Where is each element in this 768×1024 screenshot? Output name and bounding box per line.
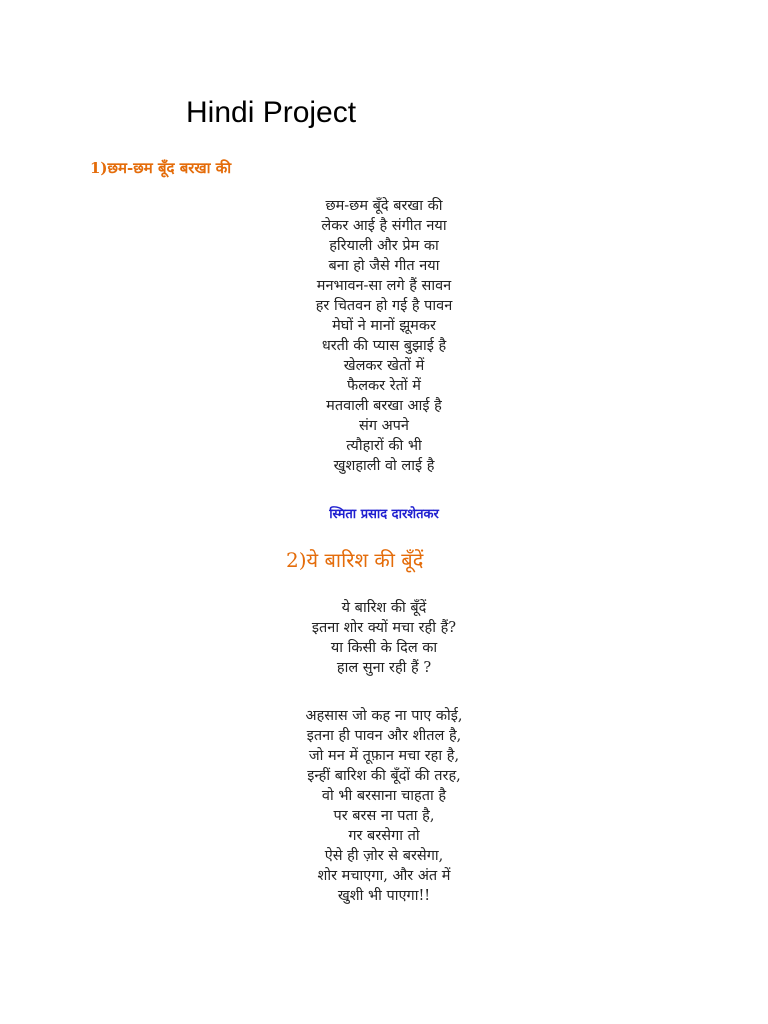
poem-line: शोर मचाएगा, और अंत में	[317, 868, 451, 884]
poem-line: इतना शोर क्यों मचा रही हैं?	[311, 620, 457, 636]
poem-line: खुशी भी पाएगा!!	[337, 888, 431, 904]
poem-2-stanza-1	[234, 598, 534, 678]
page-title: Hindi Project	[186, 96, 357, 129]
poem-1-body	[234, 196, 534, 476]
poem-line: बना हो जैसे गीत नया	[328, 258, 440, 274]
poem-line: छम-छम बूँदे बरखा की	[325, 198, 443, 214]
poem-line: लेकर आई है संगीत नया	[321, 218, 447, 234]
poem-line: इतना ही पावन और शीतल है,	[306, 728, 462, 744]
poem-line: धरती की प्यास बुझाई है	[321, 338, 447, 354]
poem-line: पर बरस ना पता है,	[333, 808, 435, 824]
poem-2-stanza-2	[234, 706, 534, 906]
poem-line: हरियाली और प्रेम का	[329, 238, 439, 254]
poem-line: या किसी के दिल का	[330, 640, 438, 656]
poem-line: त्यौहारों की भी	[346, 438, 422, 454]
poem-line: खुशहाली वो लाई है	[333, 458, 435, 474]
poem-line: संग अपने	[359, 418, 409, 434]
poem-line: ऐसे ही ज़ोर से बरसेगा,	[324, 848, 444, 864]
poem-line: ये बारिश की बूँदें	[341, 600, 427, 616]
poem-line: हाल सुना रही हैं ?	[336, 660, 432, 676]
poem-line: अहसास जो कह ना पाए कोई,	[305, 708, 463, 724]
poem-line: खेलकर खेतों में	[343, 358, 425, 374]
poem-line: मेघों ने मानों झूमकर	[332, 318, 436, 334]
poem-line: गर बरसेगा तो	[348, 828, 420, 844]
poem-line: वो भी बरसाना चाहता है	[321, 788, 447, 804]
poem-line: मनभावन-सा लगे हैं सावन	[316, 278, 452, 294]
poem-line: हर चितवन हो गई है पावन	[315, 298, 453, 314]
poem-line: जो मन में तूफ़ान मचा रहा है,	[308, 748, 460, 764]
poem-line: इन्हीं बारिश की बूँदों की तरह,	[307, 768, 461, 784]
poem-line: मतवाली बरखा आई है	[326, 398, 442, 414]
poem-1-heading: 1)छम-छम बूँद बरखा की	[90, 159, 232, 177]
poem-2-heading: 2)ये बारिश की बूँदें	[286, 548, 424, 572]
poem-line: फैलकर रेतों में	[347, 378, 421, 394]
poem-1-author: स्मिता प्रसाद दारशेतकर	[329, 507, 439, 522]
